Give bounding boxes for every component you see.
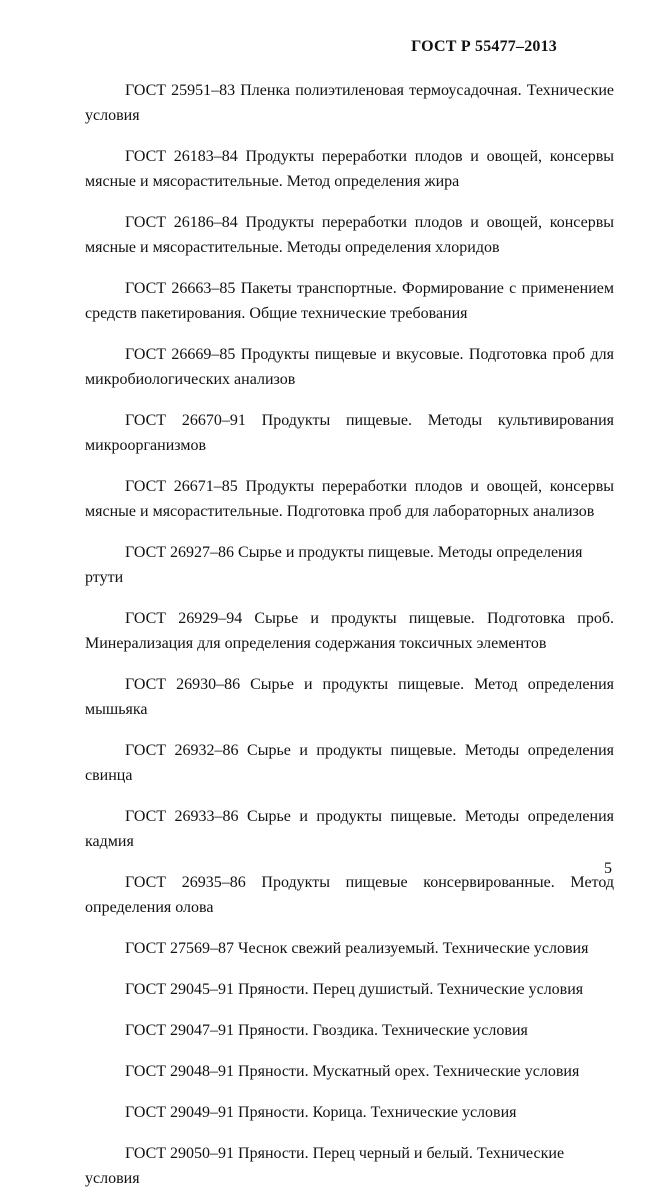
reference-entry: ГОСТ 25951–83 Пленка полиэтиленовая термоусадочная. Технические условия: [85, 82, 614, 124]
reference-entry: ГОСТ 26663–85 Пакеты транспортные. Формирование с применением средств пакетирования. Общие технические требования: [85, 280, 614, 322]
reference-entry: ГОСТ 29045–91 Пряности. Перец душистый. Технические условия: [125, 981, 584, 998]
reference-entry: ГОСТ 26671–85 Продукты переработки плодов и овощей, консервы мясные и мясорастительные. Подготовка проб для лабораторных анализов: [85, 478, 614, 520]
reference-entry: ГОСТ 29047–91 Пряности. Гвоздика. Технические условия: [125, 1022, 528, 1039]
reference-entry: ГОСТ 26935–86 Продукты пищевые консервированные. Метод определения олова: [85, 874, 614, 916]
reference-entry: ГОСТ 29050–91 Пряности. Перец черный и белый. Технические условия: [85, 1145, 565, 1187]
reference-entry: ГОСТ 26186–84 Продукты переработки плодов и овощей, консервы мясные и мясорастительные. Методы определения хлоридов: [85, 214, 614, 256]
reference-entry: ГОСТ 29048–91 Пряности. Мускатный орех. Технические условия: [125, 1063, 580, 1080]
reference-entry: ГОСТ 26927–86 Сырье и продукты пищевые. Методы определения ртути: [85, 544, 583, 586]
document-header-title: ГОСТ Р 55477–2013: [411, 38, 557, 55]
page-number: 5: [604, 860, 612, 877]
reference-entry: ГОСТ 26930–86 Сырье и продукты пищевые. Метод определения мышьяка: [85, 676, 614, 718]
reference-entry: ГОСТ 26929–94 Сырье и продукты пищевые. Подготовка проб. Минерализация для определения содержания токсичных элементов: [85, 610, 614, 652]
reference-entry: ГОСТ 29049–91 Пряности. Корица. Технические условия: [125, 1104, 517, 1121]
reference-entry: ГОСТ 26933–86 Сырье и продукты пищевые. Методы определения кадмия: [85, 808, 614, 850]
reference-entry: ГОСТ 26932–86 Сырье и продукты пищевые. Методы определения свинца: [85, 742, 614, 784]
reference-entry: ГОСТ 26670–91 Продукты пищевые. Методы культивирования микроорганизмов: [85, 412, 614, 454]
reference-entry: ГОСТ 27569–87 Чеснок свежий реализуемый. Технические условия: [125, 940, 589, 957]
reference-entry: ГОСТ 26669–85 Продукты пищевые и вкусовые. Подготовка проб для микробиологических анализов: [85, 346, 614, 388]
standards-reference-list: [85, 62, 614, 1191]
reference-entry: ГОСТ 26183–84 Продукты переработки плодов и овощей, консервы мясные и мясорастительные. Метод определения жира: [85, 148, 614, 190]
